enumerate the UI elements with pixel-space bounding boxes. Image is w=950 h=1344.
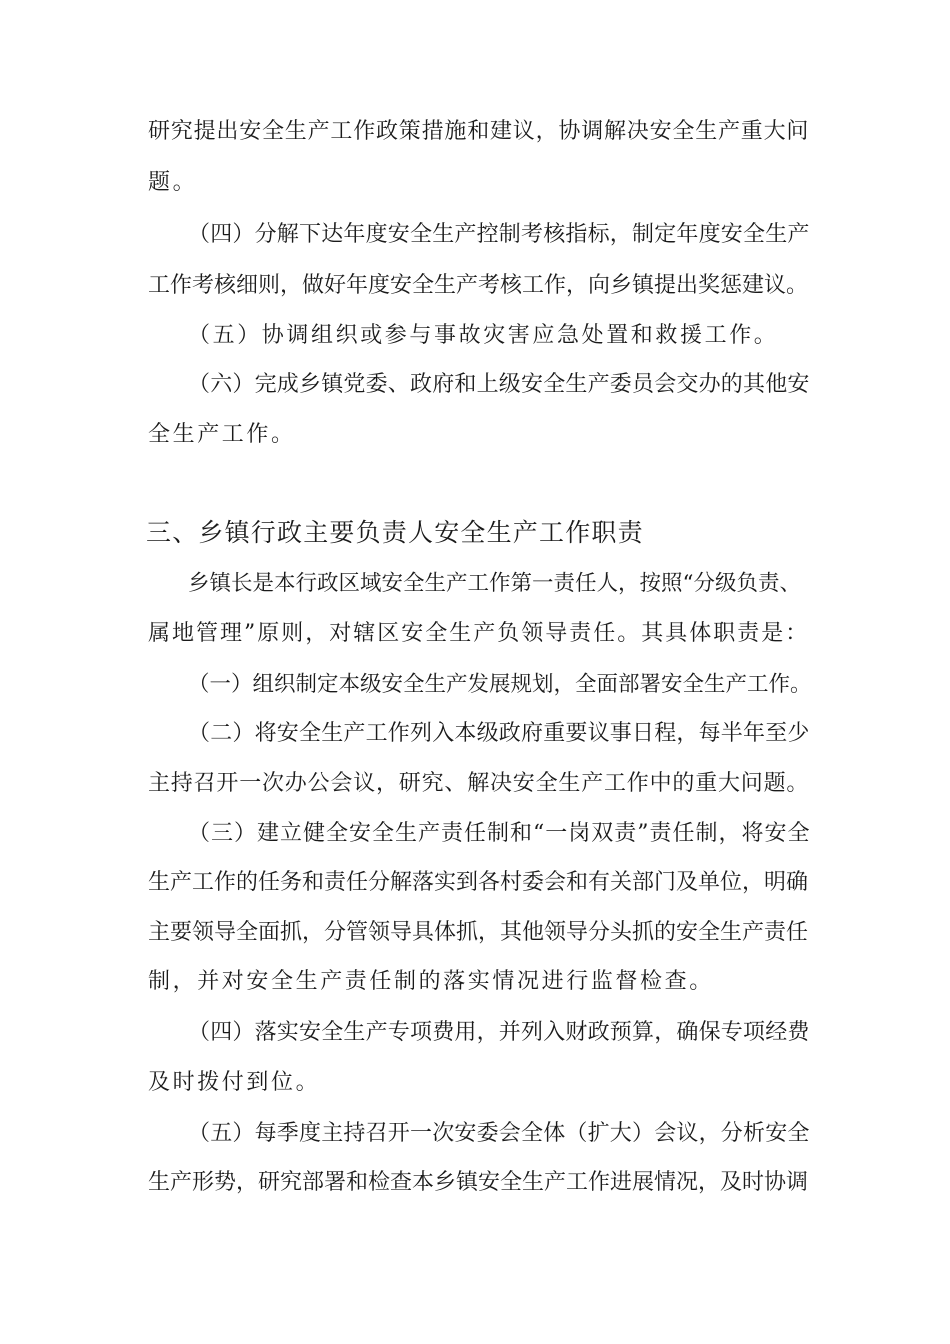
list-item-line: 主要领导全面抓，分管领导具体抓，其他领导分头抓的安全生产责任	[148, 920, 809, 945]
list-item-line: （四）落实安全生产专项费用，并列入财政预算，确保专项经费	[188, 1020, 810, 1045]
paragraph-line: 属地管理”原则，对辖区安全生产负领导责任。其具体职责是：	[148, 621, 810, 646]
list-item-line: 全生产工作。	[148, 422, 296, 447]
list-item-line: 生产工作的任务和责任分解落实到各村委会和有关部门及单位，明确	[148, 870, 809, 895]
list-item-line: （六）完成乡镇党委、政府和上级安全生产委员会交办的其他安	[188, 372, 810, 397]
list-item-line: （三）建立健全安全生产责任制和“一岗双责”责任制，将安全	[188, 821, 811, 846]
section-heading: 三、乡镇行政主要负责人安全生产工作职责	[146, 518, 644, 547]
list-item-line: 生产形势，研究部署和检查本乡镇安全生产工作进展情况，及时协调	[148, 1170, 809, 1195]
list-item-line: 工作考核细则，做好年度安全生产考核工作，向乡镇提出奖惩建议。	[148, 273, 809, 298]
list-item-line: 主持召开一次办公会议，研究、解决安全生产工作中的重大问题。	[148, 771, 810, 796]
list-item-line: （二）将安全生产工作列入本级政府重要议事日程，每半年至少	[188, 721, 810, 746]
paragraph-line: 题。	[148, 170, 198, 195]
list-item-line: （一）组织制定本级安全生产发展规划，全面部署安全生产工作。	[188, 672, 812, 697]
list-item-line: 制，并对安全生产责任制的落实情况进行监督检查。	[148, 969, 714, 994]
list-item-line: （五）每季度主持召开一次安委会全体（扩大）会议，分析安全	[188, 1121, 810, 1146]
list-item-line: （四）分解下达年度安全生产控制考核指标，制定年度安全生产	[188, 222, 810, 247]
list-item-line: （五）协调组织或参与事故灾害应急处置和救援工作。	[188, 323, 779, 348]
list-item-line: 及时拨付到位。	[148, 1070, 321, 1095]
paragraph-line: 乡镇长是本行政区域安全生产工作第一责任人，按照“分级负责、	[188, 571, 801, 596]
paragraph-line: 研究提出安全生产工作政策措施和建议，协调解决安全生产重大问	[148, 119, 810, 144]
